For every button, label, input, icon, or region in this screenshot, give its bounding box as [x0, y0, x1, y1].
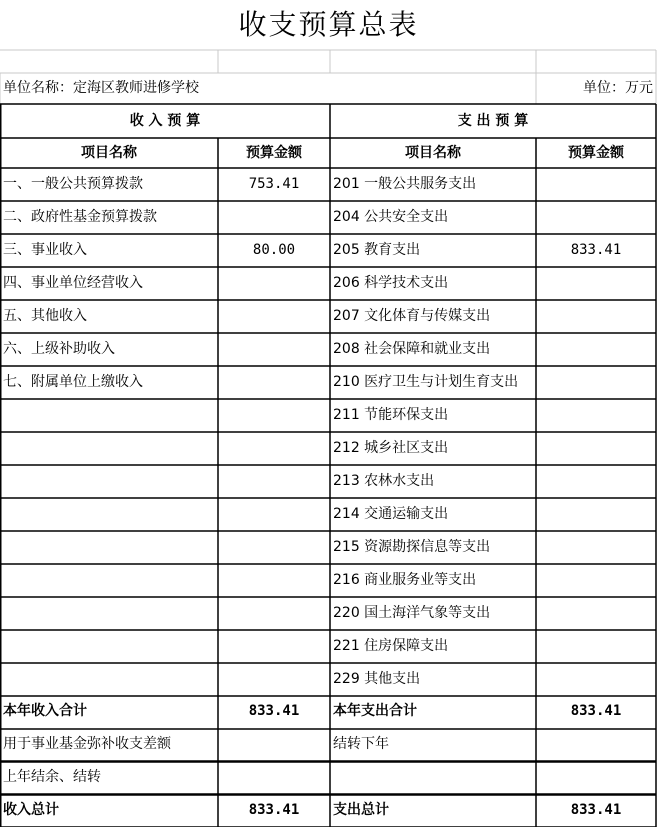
expense-item-name: 215 资源勘探信息等支出 [333, 539, 491, 555]
expense-item-name: 210 医疗卫生与计划生育支出 [333, 374, 519, 390]
expense-item-name: 207 文化体育与传媒支出 [333, 308, 491, 324]
expense-item-amount [536, 168, 656, 201]
income-item-name: 七、附属单位上缴收入 [3, 374, 143, 390]
income-grand-total-amount: 833.41 [248, 802, 300, 818]
expense-item-name: 229 其他支出 [333, 671, 421, 687]
expense-item-amount [536, 564, 656, 597]
expense-item-amount [536, 201, 656, 234]
expense-item-amount [536, 333, 656, 366]
unit-label: 单位：万元 [583, 80, 653, 96]
unit-name-label: 单位名称：定海区教师进修学校 [3, 80, 199, 96]
income-year-total-amount: 833.41 [248, 703, 300, 719]
expense-item-amount: 833.41 [570, 242, 622, 258]
prior-balance-label: 上年结余、结转 [3, 769, 101, 785]
income-item-name: 二、政府性基金预算拨款 [3, 209, 157, 225]
income-item-amount [218, 300, 330, 333]
income-item-amount [218, 201, 330, 234]
expense-item-name: 211 节能环保支出 [333, 407, 449, 423]
page-title: 收支预算总表 [238, 8, 419, 41]
income-section-header: 收 入 预 算 [129, 113, 201, 129]
income-item-amount: 753.41 [248, 176, 300, 192]
carry-forward-label: 结转下年 [333, 736, 389, 752]
expense-item-name: 204 公共安全支出 [333, 209, 449, 225]
income-col-item-header: 项目名称 [81, 145, 137, 161]
expense-item-amount [536, 267, 656, 300]
expense-item-amount [536, 465, 656, 498]
income-item-name: 一、一般公共预算拨款 [3, 176, 143, 192]
income-item-amount [218, 267, 330, 300]
income-item-name: 六、上级补助收入 [3, 341, 115, 357]
expense-item-name: 212 城乡社区支出 [333, 440, 449, 456]
expense-item-name: 208 社会保障和就业支出 [333, 341, 491, 357]
expense-item-name: 206 科学技术支出 [333, 275, 449, 291]
expense-item-amount [536, 597, 656, 630]
income-item-name: 三、事业收入 [3, 242, 87, 258]
fund-gap-label: 用于事业基金弥补收支差额 [3, 736, 171, 752]
expense-item-amount [536, 366, 656, 399]
expense-item-amount [536, 498, 656, 531]
income-year-total-label: 本年收入合计 [3, 703, 87, 719]
expense-item-amount [536, 300, 656, 333]
income-item-amount [218, 366, 330, 399]
expense-col-item-header: 项目名称 [405, 145, 461, 161]
expense-item-name: 216 商业服务业等支出 [333, 572, 477, 588]
expense-col-amount-header: 预算金额 [568, 145, 624, 161]
expense-item-amount [536, 432, 656, 465]
expense-year-total-label: 本年支出合计 [333, 703, 417, 719]
expense-item-name: 201 一般公共服务支出 [333, 176, 477, 192]
income-item-amount: 80.00 [252, 242, 296, 258]
expense-item-amount [536, 399, 656, 432]
expense-grand-total-label: 支出总计 [333, 802, 389, 818]
expense-year-total-amount: 833.41 [570, 703, 622, 719]
expense-item-name: 214 交通运输支出 [333, 506, 449, 522]
income-item-name: 四、事业单位经营收入 [3, 275, 143, 291]
expense-item-name: 213 农林水支出 [333, 473, 435, 489]
income-item-name: 五、其他收入 [3, 308, 87, 324]
expense-grand-total-amount: 833.41 [570, 802, 622, 818]
expense-item-amount [536, 531, 656, 564]
income-item-amount [218, 333, 330, 366]
expense-item-name: 221 住房保障支出 [333, 638, 449, 654]
expense-item-amount [536, 663, 656, 696]
expense-item-amount [536, 630, 656, 663]
expense-item-name: 205 教育支出 [333, 242, 421, 258]
expense-item-name: 220 国土海洋气象等支出 [333, 605, 491, 621]
income-col-amount-header: 预算金额 [246, 145, 302, 161]
expense-section-header: 支 出 预 算 [457, 113, 529, 129]
income-grand-total-label: 收入总计 [3, 802, 59, 818]
